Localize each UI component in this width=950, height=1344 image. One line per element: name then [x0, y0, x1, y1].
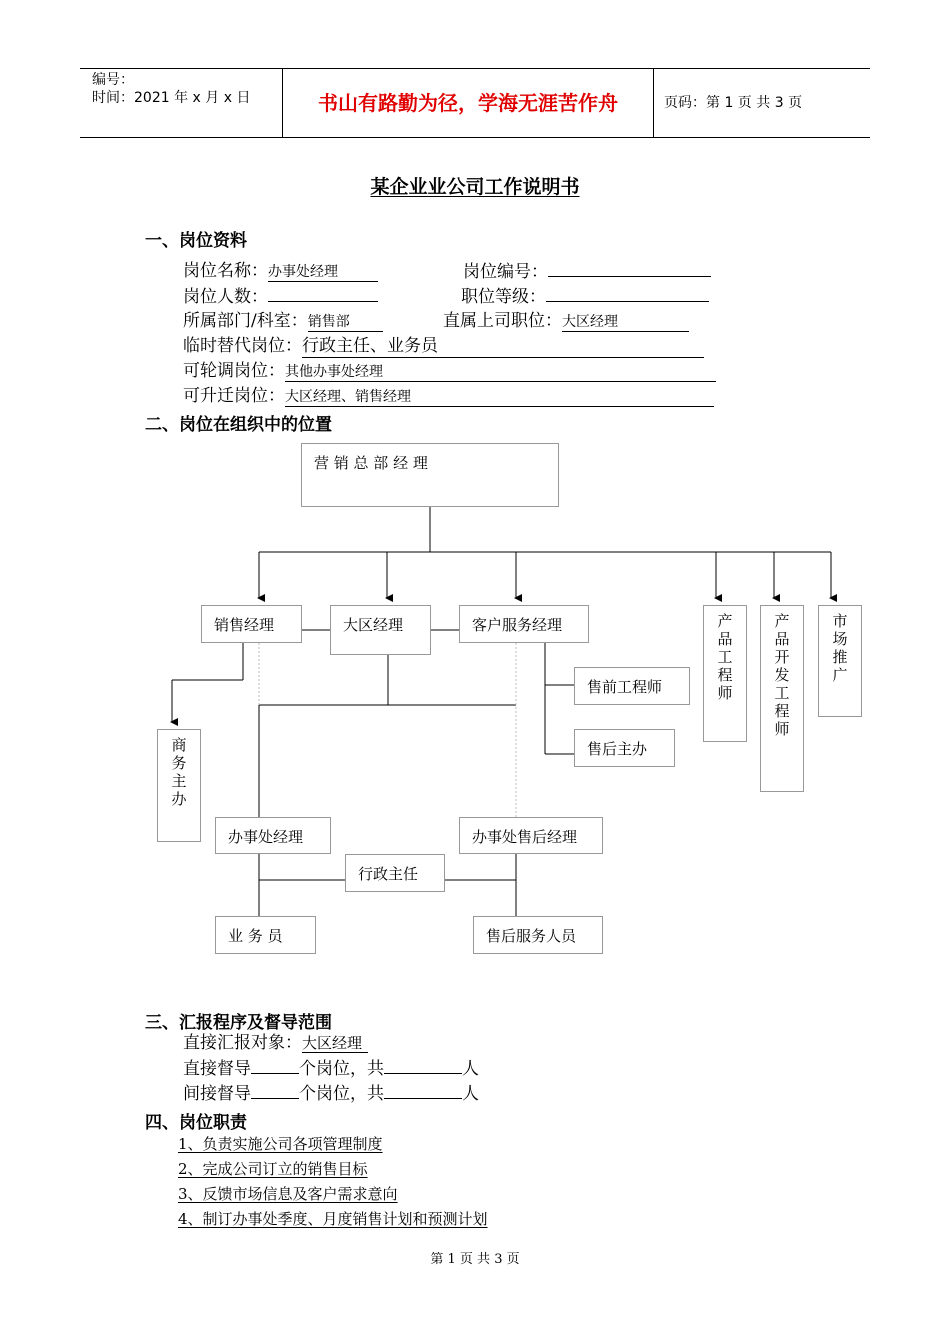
direct-supervise-label: 直接督导: [183, 1059, 251, 1079]
indirect-supervise-unit: 人: [462, 1084, 479, 1104]
org-cs-manager-label: 客户服务经理: [472, 616, 563, 634]
position-name-label: 岗位名称：: [183, 261, 268, 281]
org-business-lead-label: 商务主办: [171, 736, 187, 808]
substitute-label: 临时替代岗位：: [183, 336, 302, 356]
section-heading-3: 三、汇报程序及督导范围: [145, 1013, 332, 1033]
direct-supervise-positions: 个岗位，共: [299, 1059, 384, 1079]
section-heading-1: 一、岗位资料: [145, 231, 247, 251]
org-region-manager-label: 大区经理: [343, 616, 404, 634]
position-count-label: 岗位人数：: [183, 287, 268, 307]
rotate-value: 其他办事处经理: [285, 363, 716, 382]
org-presales-engineer: [574, 667, 690, 705]
section-heading-2: 二、岗位在组织中的位置: [145, 415, 332, 435]
org-product-engineer: [703, 605, 747, 742]
org-product-dev-engineer-label: 产品开发工程师: [774, 612, 790, 738]
org-office-aftersales-manager-label: 办事处售后经理: [472, 828, 578, 846]
section-heading-4: 四、岗位职责: [145, 1113, 247, 1133]
indirect-supervise-positions: 个岗位，共: [299, 1084, 384, 1104]
org-salesperson-label: 业 务 员: [228, 927, 283, 945]
direct-supervise-count-blank: [251, 1057, 299, 1074]
org-sales-manager: [201, 605, 302, 643]
org-aftersales-lead-label: 售后主办: [587, 740, 648, 758]
org-sales-manager-label: 销售经理: [214, 616, 275, 634]
org-top-manager-label: 营 销 总 部 经 理: [314, 454, 428, 472]
org-top-manager: [301, 443, 559, 507]
superior-value: 大区经理: [562, 313, 689, 332]
time-label: 时间：2021 年 x 月 x 日: [92, 90, 251, 106]
org-admin-director: [345, 854, 445, 892]
dept-label: 所属部门/科室：: [183, 311, 308, 331]
header-page-info: 页码：第 1 页 共 3 页: [664, 95, 803, 111]
direct-supervise-unit: 人: [462, 1059, 479, 1079]
org-salesperson: [215, 916, 316, 954]
duty-item: 4、制订办事处季度、月度销售计划和预测计划: [178, 1210, 488, 1228]
page-footer: 第 1 页 共 3 页: [430, 1252, 520, 1267]
rotate-label: 可轮调岗位：: [183, 361, 285, 381]
substitute-value: 行政主任、业务员: [302, 335, 704, 358]
org-marketing-label: 市场推广: [832, 612, 848, 684]
indirect-supervise-count-blank: [251, 1082, 299, 1099]
position-grade-label: 职位等级：: [461, 287, 546, 307]
org-office-aftersales-manager: [459, 817, 603, 854]
org-marketing: [818, 605, 862, 717]
direct-supervise-people-blank: [384, 1057, 462, 1074]
page-title-text: 某企业业公司工作说明书: [370, 176, 580, 198]
org-product-engineer-label: 产品工程师: [717, 612, 733, 702]
org-aftersales-lead: [574, 729, 675, 767]
duty-item: 2、完成公司订立的销售目标: [178, 1160, 368, 1178]
position-code-label: 岗位编号：: [463, 262, 548, 282]
duty-item: 3、反馈市场信息及客户需求意向: [178, 1185, 398, 1203]
promote-value: 大区经理、销售经理: [285, 388, 714, 407]
org-product-dev-engineer: [760, 605, 804, 792]
org-admin-director-label: 行政主任: [358, 865, 419, 883]
duty-item: 1、负责实施公司各项管理制度: [178, 1135, 383, 1153]
row-direct-supervise: [183, 1057, 479, 1080]
org-region-manager: [330, 605, 431, 655]
row-indirect-supervise: [183, 1082, 479, 1105]
org-cs-manager: [459, 605, 589, 643]
indirect-supervise-label: 间接督导: [183, 1084, 251, 1104]
position-name-value: 办事处经理: [268, 263, 378, 282]
org-aftersales-staff-label: 售后服务人员: [486, 927, 577, 945]
org-aftersales-staff: [473, 916, 603, 954]
promote-label: 可升迁岗位：: [183, 386, 285, 406]
org-business-lead: [157, 729, 201, 842]
indirect-supervise-people-blank: [384, 1082, 462, 1099]
dept-value: 销售部: [308, 313, 383, 332]
superior-label: 直属上司职位：: [443, 311, 562, 331]
direct-report-value: 大区经理: [302, 1034, 368, 1053]
number-label: 编号：: [92, 72, 134, 88]
direct-report-label: 直接汇报对象：: [183, 1033, 302, 1053]
row-direct-report: [183, 1032, 368, 1054]
org-office-manager-label: 办事处经理: [228, 828, 304, 846]
org-office-manager: [215, 817, 331, 854]
header-motto: 书山有路勤为径，学海无涯苦作舟: [282, 69, 654, 137]
org-presales-engineer-label: 售前工程师: [587, 678, 663, 696]
